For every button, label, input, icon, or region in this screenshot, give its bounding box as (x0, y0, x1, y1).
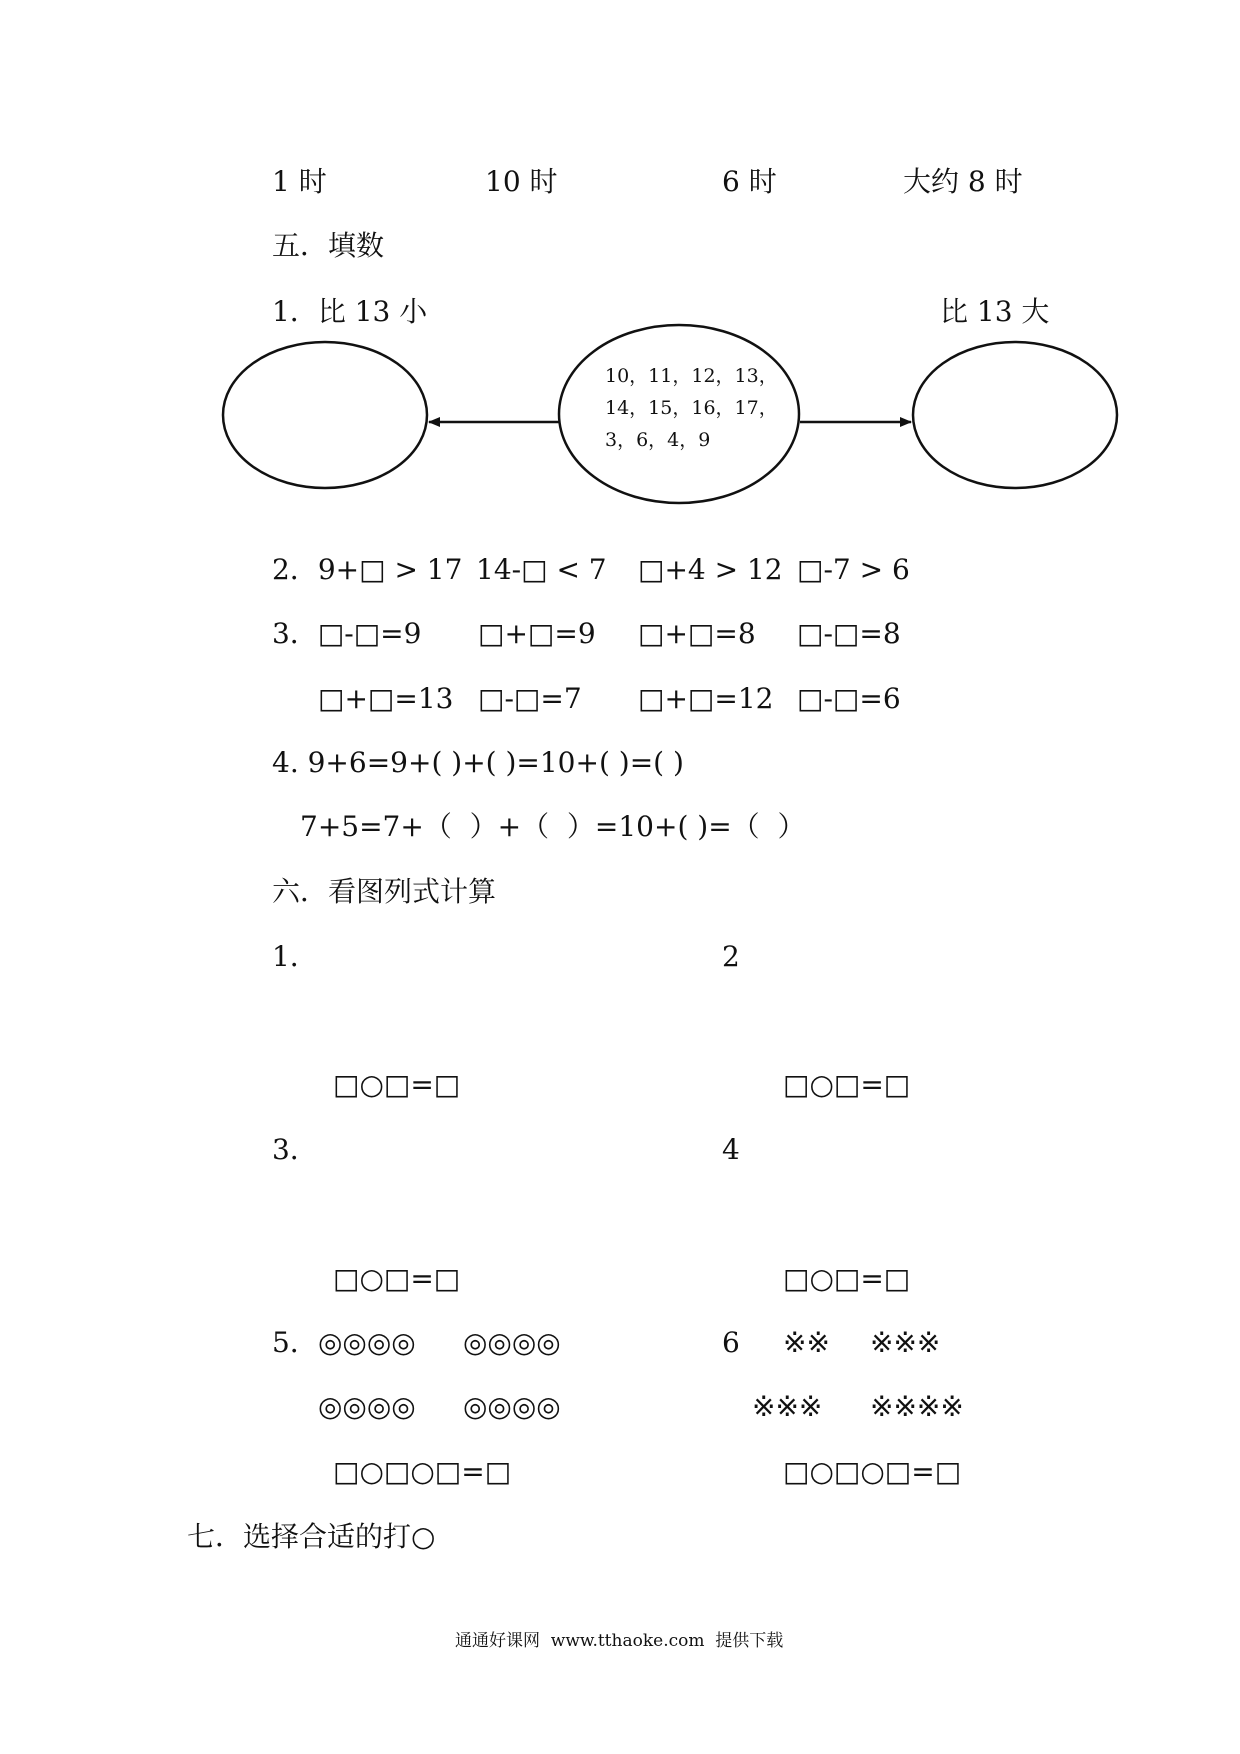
center-numbers-line-1: 10，11，12，13， (605, 365, 778, 387)
problem-5-row-1-group-a: ◎◎◎◎ (318, 1326, 416, 1359)
problem-3-equation: □○□=□ (333, 1262, 461, 1295)
center-numbers-line-3: 3，6，4，9 (605, 429, 711, 451)
q3-r2-item-4: □-□=6 (797, 682, 901, 715)
right-ellipse (913, 342, 1117, 488)
q3-r2-item-3: □+□=12 (638, 682, 774, 715)
problem-5-row-2-group-a: ◎◎◎◎ (318, 1390, 416, 1423)
problem-2-number: 2 (722, 940, 740, 973)
time-option-2: 10 时 (485, 165, 558, 198)
problem-5-number: 5． (272, 1326, 318, 1359)
q4-line-2: 7+5=7+（ ）+（ ）=10+( )=（ ） (300, 810, 806, 843)
q4-line-1: 4. 9+6=9+( )+( )=10+( )=( ) (272, 746, 684, 779)
q2-item-4: □-7 > 6 (797, 553, 910, 586)
problem-5-row-2-group-b: ◎◎◎◎ (463, 1390, 561, 1423)
q3-r1-item-3: □+□=8 (638, 617, 756, 650)
problem-6-row-2-group-b: ※※※※ (870, 1390, 964, 1423)
problem-1-number: 1． (272, 940, 318, 973)
problem-1-equation: □○□=□ (333, 1068, 461, 1101)
time-option-3: 6 时 (722, 165, 777, 198)
problem-5-equation: □○□○□=□ (333, 1455, 512, 1488)
time-option-4: 大约 8 时 (903, 165, 1023, 198)
q3-r1-item-4: □-□=8 (797, 617, 901, 650)
q3-r1-item-1: 3．□-□=9 (272, 617, 422, 650)
q2-item-1: 2．9+□ > 17 (272, 553, 463, 586)
q2-item-3: □+4 > 12 (638, 553, 783, 586)
problem-3-number: 3． (272, 1133, 318, 1166)
left-ellipse (223, 342, 427, 488)
problem-6-equation: □○□○□=□ (783, 1455, 962, 1488)
problem-5-row-1-group-b: ◎◎◎◎ (463, 1326, 561, 1359)
q3-r2-item-2: □-□=7 (478, 682, 582, 715)
problem-6-number: 6 (722, 1326, 740, 1359)
q1-right-label: 比 13 大 (940, 295, 1050, 328)
q3-r1-item-2: □+□=9 (478, 617, 596, 650)
problem-2-equation: □○□=□ (783, 1068, 911, 1101)
section-6-heading: 六．看图列式计算 (272, 875, 497, 908)
problem-4-equation: □○□=□ (783, 1262, 911, 1295)
center-numbers-line-2: 14，15，16，17， (605, 397, 778, 419)
problem-6-row-2-group-a: ※※※ (752, 1390, 823, 1423)
q3-r2-item-1: □+□=13 (318, 682, 454, 715)
footer-text: 通通好课网 www.tthaoke.com 提供下载 (455, 1631, 784, 1651)
problem-6-row-1-group-a: ※※ (783, 1326, 830, 1359)
problem-4-number: 4 (722, 1133, 740, 1166)
problem-6-row-1-group-b: ※※※ (870, 1326, 941, 1359)
section-5-heading: 五．填数 (272, 229, 385, 262)
q1-left-label: 1．比 13 小 (272, 295, 428, 328)
section-7-heading: 七．选择合适的打○ (187, 1520, 436, 1553)
time-option-1: 1 时 (272, 165, 327, 198)
q2-item-2: 14-□ < 7 (476, 553, 607, 586)
